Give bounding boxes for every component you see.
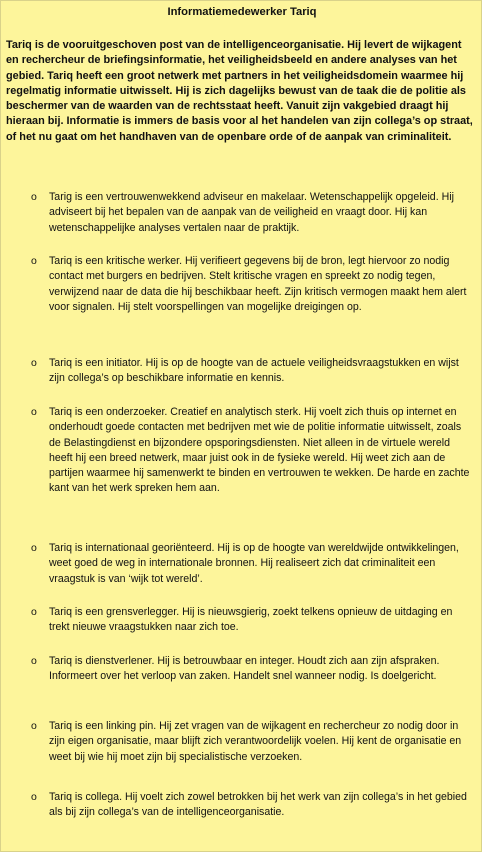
bullet-marker: o [31,606,37,618]
bullet-marker: o [31,720,37,732]
bullet-marker: o [31,357,37,369]
bullet-marker: o [31,406,37,418]
list-item-text: Tariq is een linking pin. Hij zet vragen van de wijkagent en rechercheur zo nodig door in zijn eigen organisatie, maar blijft zich verantwoordelijk voelen. Hij kent de organisatie en weet bij wie hij moet zijn bij specialistische verzoeken. [49,720,462,763]
intro-paragraph: Tariq is de vooruitgeschoven post van de intelligenceorganisatie. Hij levert de wijkagent en rechercheur de briefingsinformatie, het veiligheidsbeeld en andere analyses van het gebied. Tariq heeft een groot netwerk met partners in het veiligheidsdomein waarmee hij regelmatig informatie uitwisselt. Hij is zich dagelijks bewust van de taak die de politie als beschermer van de waarden van de rechtsstaat heeft. Vanuit zijn vakgebied draagt hij hieraan bij. Informatie is immers de basis voor al het handelen van zijn collega’s op straat, of het nu gaat om het handhaven van de openbare orde of de aanpak van criminaliteit. [6,39,473,143]
list-item-text: Tariq is een onderzoeker. Creatief en analytisch sterk. Hij voelt zich thuis op internet en onderhoudt goede contacten met bedrijven met wie de politie informatie uitwisselt, zoals de Belastingdienst en bijzondere opsporingsdiensten. Niet alleen in de virtuele wereld heeft hij een breed netwerk, maar juist ook in de fysieke wereld. Hij weet zich aan de partijen waarmee hij samenwerkt te binden en vertrouwen te wekken. De harde en zachte kant van het werk spreken hem aan. [49,406,470,495]
bullet-marker: o [31,191,37,203]
list-item-text: Tariq is collega. Hij voelt zich zowel betrokken bij het werk van zijn collega’s in het gebied als bij zijn collega’s van de intelligenceorganisatie. [49,791,467,819]
bullet-marker: o [31,655,37,667]
list-item-text: Tarig is een vertrouwenwekkend adviseur en makelaar. Wetenschappelijk opgeleid. Hij adviseert bij het bepalen van de aanpak van de veiligheid en vraagt door. Hij kan wetenschappelijke analyses vertalen naar de praktijk. [49,191,454,234]
list-item-text: Tariq is een initiator. Hij is op de hoogte van de actuele veiligheidsvraagstukken en wijst zijn collega’s op beschikbare informatie en kennis. [49,357,459,385]
bullet-marker: o [31,791,37,803]
bullet-marker: o [31,255,37,267]
document-title: Informatiemedewerker Tariq [167,6,317,18]
list-item-text: Tariq is dienstverlener. Hij is betrouwbaar en integer. Houdt zich aan zijn afspraken. Informeert over het verloop van zaken. Handelt snel wanneer nodig. Is doelgericht. [49,655,440,683]
bullet-marker: o [31,542,37,554]
list-item-text: Tariq is een grensverlegger. Hij is nieuwsgierig, zoekt telkens opnieuw de uitdaging en trekt nieuwe vraagstukken naar zich toe. [49,606,453,634]
list-item-text: Tariq is een kritische werker. Hij verifieert gegevens bij de bron, legt hiervoor zo nodig contact met burgers en bedrijven. Stelt kritische vragen en spreekt zo nodig tegen, verwijzend naar de data die hij beschikbaar heeft. Zijn kritisch vermogen maakt hem alert voor signalen. Hij stelt voorspellingen van mogelijke dreigingen op. [49,255,467,313]
list-item-text: Tariq is internationaal georiënteerd. Hij is op de hoogte van wereldwijde ontwikkelingen, weet goed de weg in internationale bronnen. Hij realiseert zich dat criminaliteit een vraagstuk is van ‘wijk tot wereld’. [49,542,459,585]
